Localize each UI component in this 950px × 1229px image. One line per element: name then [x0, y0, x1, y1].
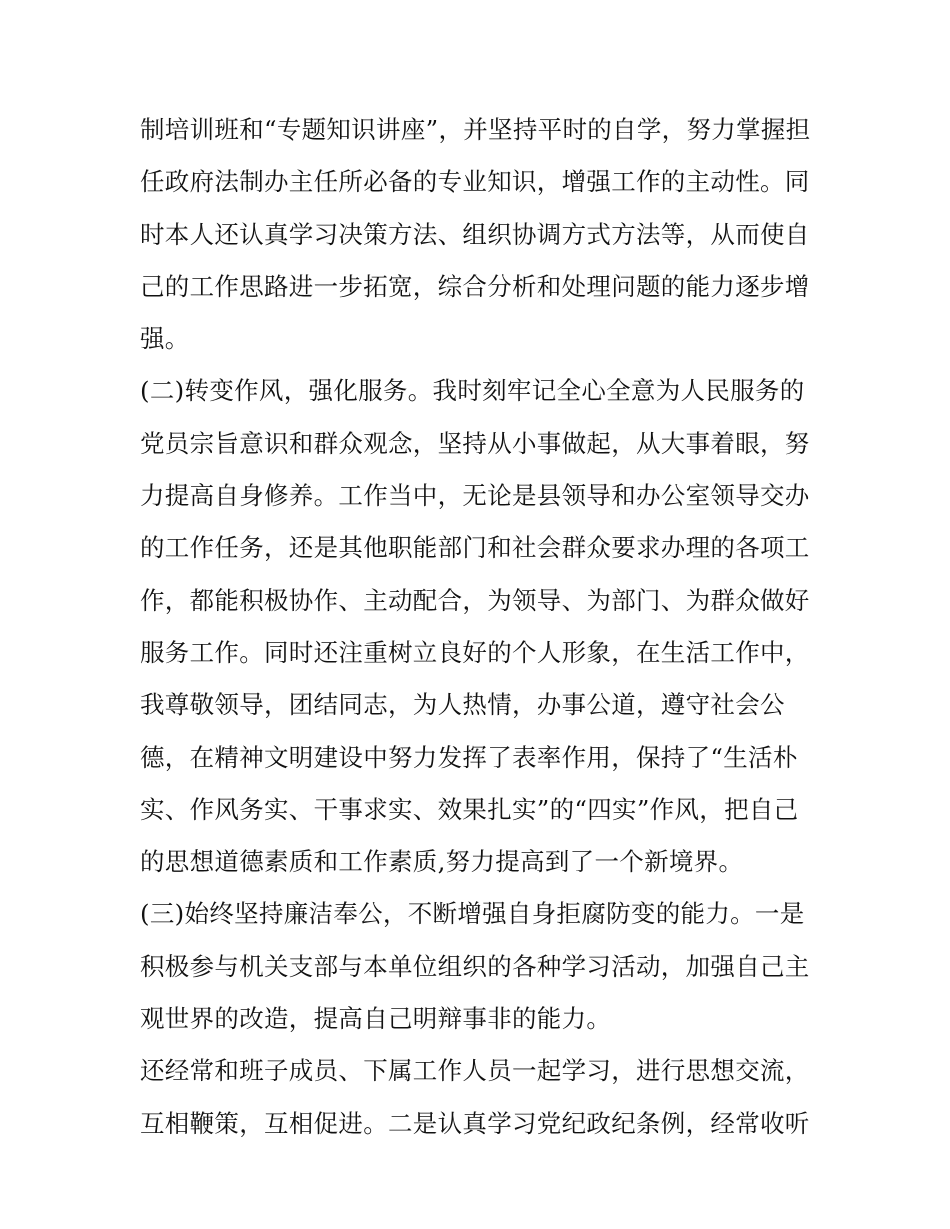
text-line: 我尊敬领导，团结同志，为人热情，办事公道，遵守社会公	[140, 690, 785, 720]
text-line: 积极参与机关支部与本单位组织的各种学习活动，加强自己主	[140, 951, 810, 981]
text-line: 实、作风务实、干事求实、效果扎实”的“四实”作风，把自己	[140, 794, 799, 824]
text-line: (三)始终坚持廉洁奉公，不断增强自身拒腐防变的能力。一是	[140, 899, 805, 929]
text-line: 德，在精神文明建设中努力发挥了表率作用，保持了“生活朴	[140, 742, 798, 772]
text-line: 还经常和班子成员、下属工作人员一起学习，进行思想交流，	[140, 1056, 810, 1086]
text-line: 观世界的改造，提高自己明辩事非的能力。	[140, 1004, 612, 1034]
text-line: 的思想道德素质和工作素质,努力提高到了一个新境界。	[140, 847, 744, 877]
text-line: 制培训班和“专题知识讲座”，并坚持平时的自学，努力掌握担	[140, 115, 811, 144]
text-line: 己的工作思路进一步拓宽，综合分析和处理问题的能力逐步增	[140, 271, 810, 301]
text-line: (二)转变作风，强化服务。我时刻牢记全心全意为人民服务的	[140, 376, 805, 406]
body-text	[140, 104, 820, 1150]
text-line: 强。	[140, 324, 190, 354]
text-line: 的工作任务，还是其他职能部门和社会群众要求办理的各项工	[140, 533, 810, 563]
text-line: 作，都能积极协作、主动配合，为领导、为部门、为群众做好	[140, 585, 810, 615]
text-line: 时本人还认真学习决策方法、组织协调方式方法等，从而使自	[140, 219, 810, 249]
text-line: 任政府法制办主任所必备的专业知识，增强工作的主动性。同	[140, 167, 810, 197]
text-line: 互相鞭策，互相促进。二是认真学习党纪政纪条例，经常收听	[140, 1108, 810, 1138]
text-line: 力提高自身修养。工作当中，无论是县领导和办公室领导交办	[140, 481, 810, 511]
text-line: 服务工作。同时还注重树立良好的个人形象，在生活工作中，	[140, 637, 810, 667]
text-line: 党员宗旨意识和群众观念，坚持从小事做起，从大事着眼，努	[140, 428, 810, 458]
